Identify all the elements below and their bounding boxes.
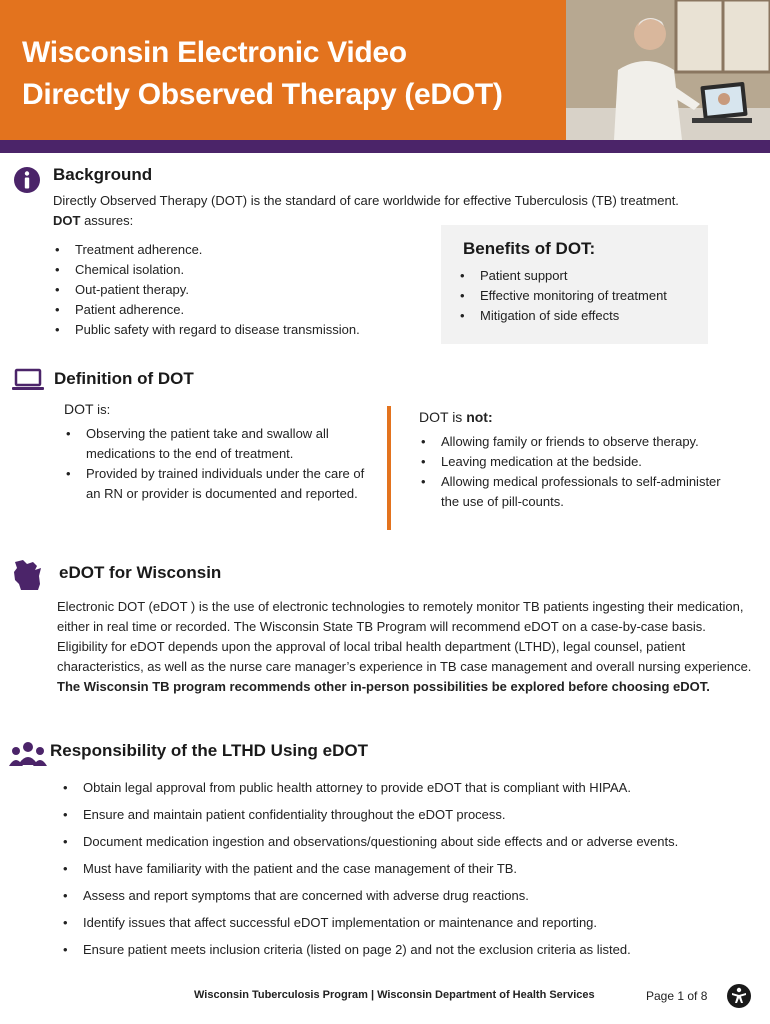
definition-heading: Definition of DOT: [54, 369, 194, 388]
list-item: • Allowing family or friends to observe therapy.: [419, 432, 739, 452]
list-item: • Identify issues that affect successful eDOT implementation or maintenance and reporting.: [61, 913, 761, 933]
benefits-heading: Benefits of DOT:: [463, 239, 596, 258]
list-item: • Effective monitoring of treatment: [458, 286, 706, 306]
list-item: • Ensure and maintain patient confidentiality throughout the eDOT process.: [61, 805, 761, 825]
benefits-list: [458, 266, 706, 326]
info-icon: [14, 166, 40, 194]
list-item: • Treatment adherence.: [53, 240, 433, 260]
list-item: • Observing the patient take and swallow all medications to the end of treatment.: [64, 424, 372, 464]
header-photo: [566, 0, 770, 140]
dhs-logo-icon: [727, 984, 751, 1008]
list-item: • Public safety with regard to disease transmission.: [53, 320, 433, 340]
list-item: • Allowing medical professionals to self-administer the use of pill-counts.: [419, 472, 739, 512]
list-item: • Chemical isolation.: [53, 260, 433, 280]
list-item: • Mitigation of side effects: [458, 306, 706, 326]
edot-recommendation: The Wisconsin TB program recommends other in-person possibilities be explored before choosing eDOT.: [57, 679, 710, 694]
not-word: not:: [466, 409, 493, 425]
wisconsin-map-icon: [11, 556, 45, 592]
is-word: is:: [93, 402, 111, 417]
dot-bold: DOT: [53, 213, 81, 228]
responsibility-heading: Responsibility of the LTHD Using eDOT: [50, 741, 368, 760]
dot-is-label: [64, 399, 110, 420]
assures-text: assures:: [80, 213, 134, 228]
list-item: • Provided by trained individuals under the care of an RN or provider is documented and reported.: [64, 464, 372, 504]
list-item: • Patient support: [458, 266, 706, 286]
background-heading: Background: [53, 165, 153, 184]
list-item: • Leaving medication at the bedside.: [419, 452, 739, 472]
dot-label-text: DOT: [64, 401, 94, 417]
background-intro-text: Directly Observed Therapy (DOT) is the standard of care worldwide for effective Tuberculosis (TB) treatment.: [53, 193, 679, 208]
page-number: Page 1 of 8: [646, 989, 708, 1003]
background-list: [53, 240, 433, 340]
list-item: • Assess and report symptoms that are concerned with adverse drug reactions.: [61, 886, 761, 906]
dot-is-not-list: [419, 432, 739, 512]
responsibility-list: [61, 778, 761, 967]
list-item: • Ensure patient meets inclusion criteria (listed on page 2) and not the exclusion criteria as listed.: [61, 940, 761, 960]
laptop-icon: [11, 368, 45, 392]
edot-heading: eDOT for Wisconsin: [59, 563, 222, 582]
list-item: • Must have familiarity with the patient and the case management of their TB.: [61, 859, 761, 879]
list-item: • Obtain legal approval from public health attorney to provide eDOT that is compliant with HIPAA.: [61, 778, 761, 798]
edot-paragraph-text: Electronic DOT (eDOT ) is the use of electronic technologies to remotely monitor TB patients ingesting their medication, either in real time or recorded. The Wisconsin State TB Program will recommend eDOT on a case-by-case basis. Eligibility for eDOT depends upon the approval of local tribal health department (LTHD), legal counsel, patient characteristics, as well as the nurse care manager’s experience in TB case management and overall nursing experience.: [57, 599, 752, 674]
dot-is-list: [64, 424, 372, 504]
people-icon: [9, 739, 47, 767]
header-divider: [0, 140, 770, 153]
list-item: • Patient adherence.: [53, 300, 433, 320]
dot-is-not-label: [419, 407, 493, 427]
dot-is-text: DOT is: [419, 409, 467, 425]
list-item: • Document medication ingestion and observations/questioning about side effects and or adverse events.: [61, 832, 761, 852]
column-divider: [387, 406, 391, 530]
telehealth-photo-illustration: [566, 0, 770, 140]
edot-paragraph: [57, 597, 757, 697]
page-title: Wisconsin Electronic Video Directly Observed Therapy (eDOT): [22, 36, 503, 111]
list-item: • Out-patient therapy.: [53, 280, 433, 300]
footer-org: Wisconsin Tuberculosis Program | Wisconsin Department of Health Services: [194, 989, 595, 1001]
